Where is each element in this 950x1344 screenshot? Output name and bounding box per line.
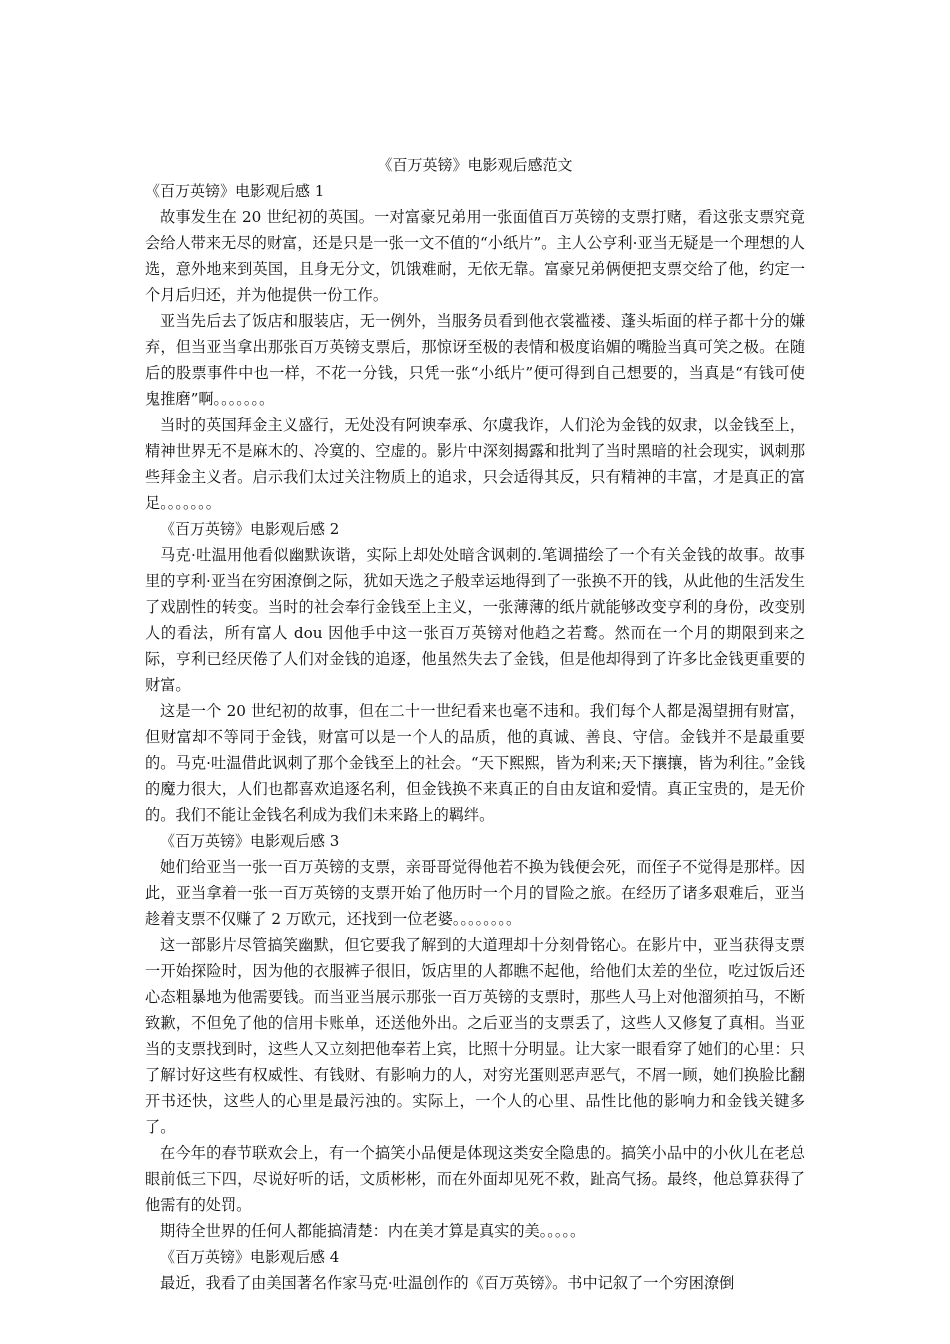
paragraph: 在今年的春节联欢会上，有一个搞笑小品便是体现这类安全隐患的。搞笑小品中的小伙儿在老总眼前低三下四，尽说好听的话，文质彬彬，而在外面却见死不救，趾高气扬。最终，他总算获得了他需有的处罚。 [145, 1144, 805, 1214]
paragraph: 最近，我看了由美国著名作家马克·吐温创作的《百万英镑》。书中记叙了一个穷困潦倒 [160, 1274, 735, 1292]
paragraph: 当时的英国拜金主义盛行，无处没有阿谀奉承、尔虞我诈，人们沦为金钱的奴隶，以金钱至上，精神世界无不是麻木的、冷寞的、空虚的。影片中深刻揭露和批判了当时黑暗的社会现实，讽刺那些拜金主义者。启示我们太过关注物质上的追求，只会适得其反，只有精神的丰富，才是真正的富足。。。。。。。 [145, 416, 805, 512]
document-page [145, 152, 805, 1296]
section-heading: 《百万英镑》电影观后感 4 [160, 1248, 340, 1266]
paragraph: 期待全世界的任何人都能搞清楚：内在美才算是真实的美。。。。。 [160, 1222, 586, 1240]
document-body [145, 178, 805, 1296]
paragraph: 马克·吐温用他看似幽默诙谐，实际上却处处暗含讽刺的.笔调描绘了一个有关金钱的故事。故事里的亨利·亚当在穷困潦倒之际，犹如天选之子般幸运地得到了一张换不开的钱，从此他的生活发生了戏剧性的转变。当时的社会奉行金钱至上主义，一张薄薄的纸片就能够改变亨利的身份，改变别人的看法，所有富人 dou 因他手中这一张百万英镑对他趋之若鹜。然而在一个月的期限到来之际，亨利已经厌倦了人们对金钱的追逐，他虽然失去了金钱，但是他却得到了许多比金钱更重要的财富。 [145, 546, 805, 694]
paragraph: 亚当先后去了饭店和服装店，无一例外，当服务员看到他衣裳褴褛、蓬头垢面的样子都十分的嫌弃，但当亚当拿出那张百万英镑支票后，那惊讶至极的表情和极度谄媚的嘴脸当真可笑之极。在随后的股票事件中也一样，不花一分钱，只凭一张“小纸片”便可得到自己想要的，当真是“有钱可使鬼推磨”啊。。。。。。。 [145, 312, 805, 408]
paragraph: 她们给亚当一张一百万英镑的支票，亲哥哥觉得他若不换为钱便会死，而侄子不觉得是那样。因此，亚当拿着一张一百万英镑的支票开始了他历时一个月的冒险之旅。在经历了诸多艰难后，亚当趁着支票不仅赚了 2 万欧元，还找到一位老婆。。。。。。。。 [145, 858, 805, 928]
paragraph: 故事发生在 20 世纪初的英国。一对富豪兄弟用一张面值百万英镑的支票打赌，看这张支票究竟会给人带来无尽的财富，还是只是一张一文不值的“小纸片”。主人公亨利·亚当无疑是一个理想的人选，意外地来到英国，且身无分文，饥饿难耐，无依无靠。富豪兄弟俩便把支票交给了他，约定一个月后归还，并为他提供一份工作。 [145, 208, 805, 304]
section-heading: 《百万英镑》电影观后感 2 [160, 520, 340, 538]
paragraph: 这是一个 20 世纪初的故事，但在二十一世纪看来也毫不违和。我们每个人都是渴望拥有财富，但财富却不等同于金钱，财富可以是一个人的品质，他的真诚、善良、守信。金钱并不是最重要的。马克·吐温借此讽刺了那个金钱至上的社会。“天下熙熙，皆为利来;天下攘攘，皆为利往。”金钱的魔力很大，人们也都喜欢追逐名利，但金钱换不来真正的自由友谊和爱情。真正宝贵的，是无价的。我们不能让金钱名利成为我们未来路上的羁绊。 [145, 702, 805, 824]
section-heading: 《百万英镑》电影观后感 3 [160, 832, 340, 850]
section-heading: 《百万英镑》电影观后感 1 [145, 182, 325, 200]
paragraph: 这一部影片尽管搞笑幽默，但它要我了解到的大道理却十分刻骨铭心。在影片中，亚当获得支票一开始探险时，因为他的衣服裤子很旧，饭店里的人都瞧不起他，给他们太差的坐位，吃过饭后还心态粗暴地为他需要钱。而当亚当展示那张一百万英镑的支票时，那些人马上对他溜须拍马，不断致歉，不但免了他的信用卡账单，还送他外出。之后亚当的支票丢了，这些人又修复了真相。当亚当的支票找到时，这些人又立刻把他奉若上宾，比照十分明显。让大家一眼看穿了她们的心里：只了解讨好这些有权威性、有钱财、有影响力的人，对穷光蛋则恶声恶气，不屑一顾，她们换脸比翻开书还快，这些人的心里是最污浊的。实际上，一个人的心里、品性比他的影响力和金钱关键多了。 [145, 936, 805, 1136]
document-title: 《百万英镑》电影观后感范文 [377, 156, 573, 174]
